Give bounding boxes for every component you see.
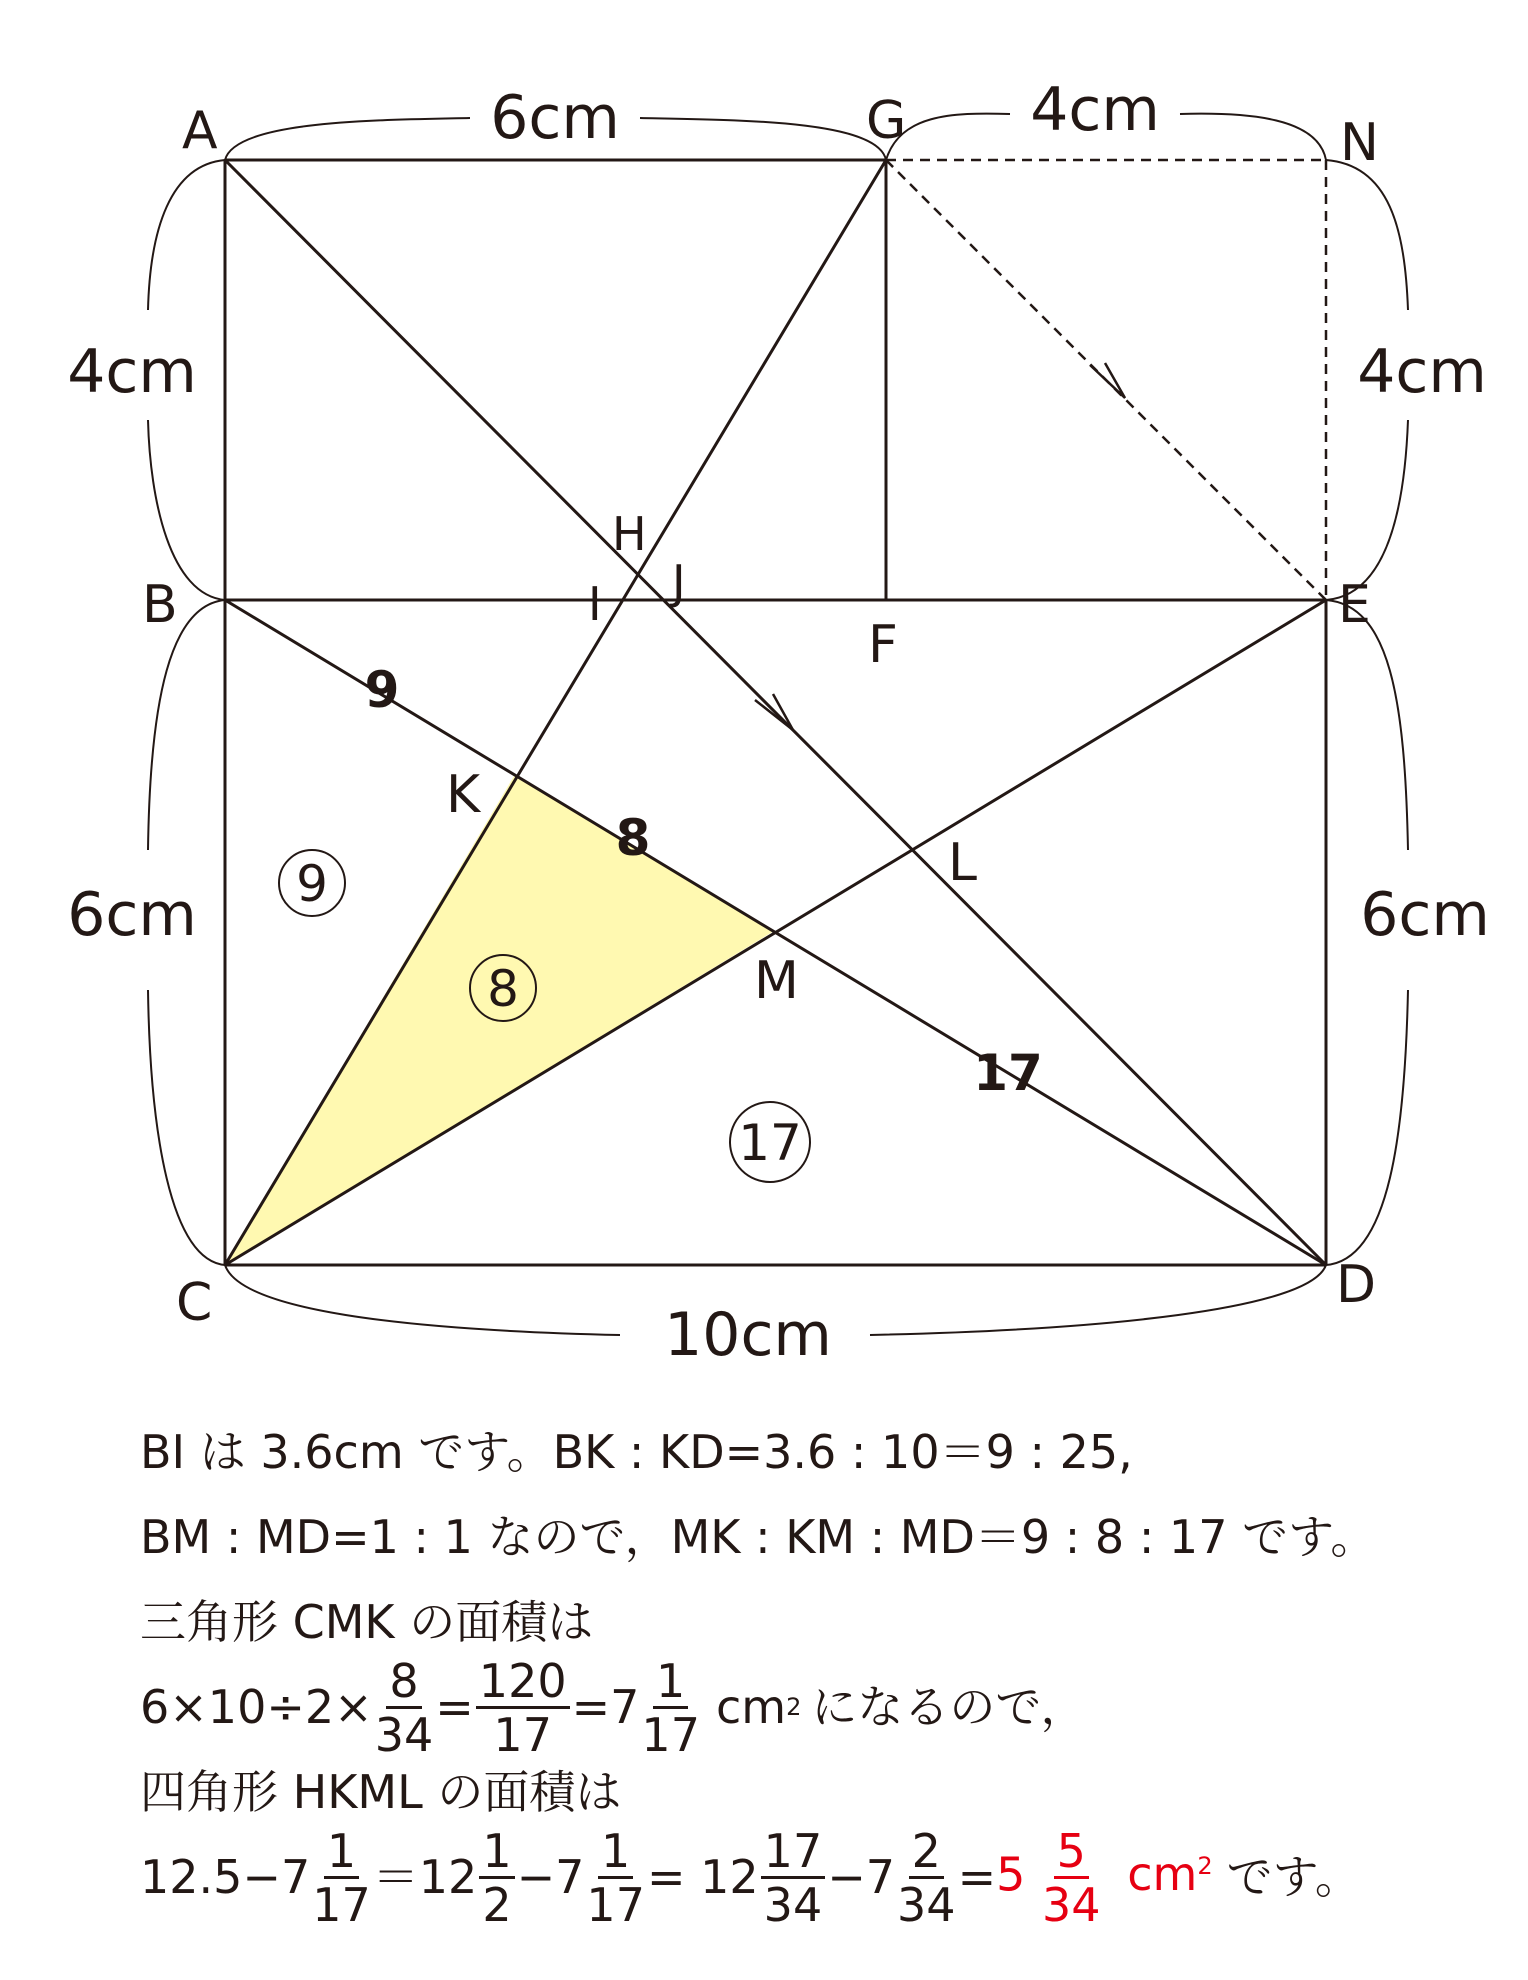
solution-line-1: BI は 3.6cm です。BK : KD=3.6 : 10＝9 : 25, bbox=[140, 1425, 1133, 1480]
point-label-k: K bbox=[446, 765, 481, 825]
fraction: $\frac{1}{17}$ bbox=[586, 1823, 645, 1932]
fraction: $\frac{8}{34}$ bbox=[374, 1653, 434, 1762]
solution-line-4: 6×10÷2× $\frac{8}{34}$ = $\frac{120}{17}$ =7 $\frac{1}{17}$ cm 2 になるので， bbox=[140, 1653, 1087, 1762]
dimension-label-ag: 6cm bbox=[490, 83, 620, 153]
point-label-g: G bbox=[866, 91, 907, 151]
dimension-label-ne: 4cm bbox=[1357, 337, 1487, 407]
point-label-n: N bbox=[1340, 113, 1379, 173]
svg-text:8: 8 bbox=[487, 960, 519, 1018]
dimension-label-ed: 6cm bbox=[1360, 880, 1490, 950]
dimension-label-cd: 10cm bbox=[664, 1300, 832, 1370]
point-label-j: J bbox=[672, 555, 686, 609]
ratio-label-km: 8 bbox=[615, 809, 651, 867]
ratio-label-md: 17 bbox=[973, 1044, 1043, 1102]
solution-line-3: 三角形 CMK の面積は bbox=[140, 1595, 594, 1650]
fraction: $\frac{17}{34}$ bbox=[761, 1828, 826, 1928]
parallel-arrow-icon bbox=[1090, 363, 1125, 398]
point-label-f: F bbox=[868, 615, 898, 675]
dimension-label-bc: 6cm bbox=[67, 880, 197, 950]
point-label-l: L bbox=[948, 833, 977, 893]
solution-line-5: 四角形 HKML の面積は bbox=[140, 1765, 622, 1820]
svg-text:17: 17 bbox=[738, 1114, 802, 1172]
fraction: $\frac{1}{17}$ bbox=[312, 1823, 371, 1932]
fraction: $\frac{2}{34}$ bbox=[897, 1823, 956, 1932]
solution-line-6: 12.5−7 $\frac{1}{17}$ ＝12 $\frac{1}{2}$ −7 $\frac{1}{17}$ = 12 $\frac{17}{34}$ −7 $\frac{2}{34}$ = 5 $\frac{5}{34}$ $cm^2$ です。 bbox=[140, 1823, 1361, 1932]
dimension-label-gn: 4cm bbox=[1030, 75, 1160, 145]
point-label-i: I bbox=[588, 577, 602, 631]
fraction: $\frac{1}{2}$ bbox=[479, 1828, 514, 1928]
point-label-a: A bbox=[182, 101, 218, 161]
point-label-d: D bbox=[1336, 1255, 1377, 1315]
area-ratio-bottom bbox=[730, 1102, 810, 1182]
dimension-label-ab: 4cm bbox=[67, 337, 197, 407]
solution-line-2: BM : MD=1 : 1 なので，MK : KM : MD＝9 : 8 : 17 です。 bbox=[140, 1510, 1377, 1565]
fraction: $\frac{1}{17}$ bbox=[641, 1653, 700, 1762]
fraction: $\frac{120}{17}$ bbox=[476, 1658, 570, 1758]
ratio-label-bk: 9 bbox=[364, 661, 400, 719]
point-label-m: M bbox=[754, 951, 799, 1011]
area-ratio-left bbox=[279, 850, 345, 916]
point-label-h: H bbox=[612, 507, 647, 561]
point-label-b: B bbox=[142, 575, 178, 635]
point-label-c: C bbox=[176, 1273, 213, 1333]
point-label-e: E bbox=[1338, 575, 1371, 635]
svg-text:9: 9 bbox=[296, 855, 328, 913]
answer: 5 $\frac{5}{34}$ $cm^2$ bbox=[996, 1823, 1213, 1932]
solution-text bbox=[140, 1410, 1500, 1932]
